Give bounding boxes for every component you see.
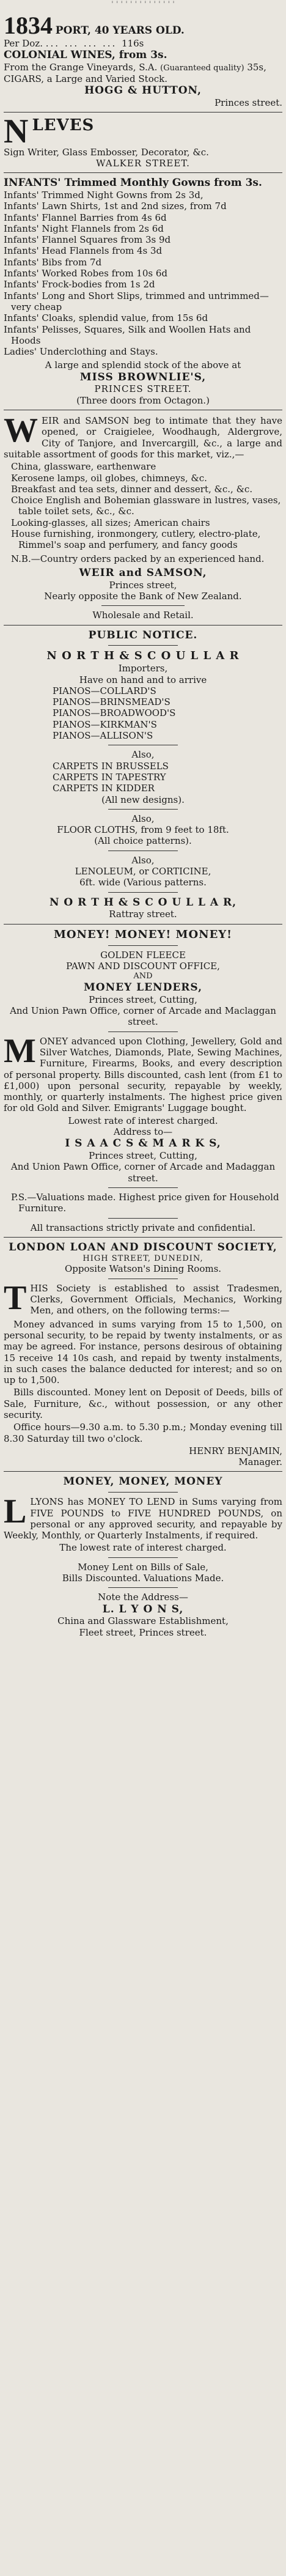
lyons-bills-2: Bills Discounted. Valuations Made. bbox=[62, 1573, 224, 1584]
lyons-banner: MONEY, MONEY, MONEY bbox=[63, 1475, 223, 1488]
fleece-confidential: All transactions strictly private and confidential. bbox=[30, 1222, 256, 1233]
weir-nb: N.B.—Country orders packed by an experienced hand. bbox=[11, 553, 265, 564]
weir-body: EIR and SAMSON beg to intimate that they have opened, or Craigielee, Woodhaugh, Aldergrove, City of Tanjore, and Invercargill, &c., a large and suitable assortment of goods for this market, viz.,— bbox=[4, 415, 282, 460]
leves-street: WALKER STREET. bbox=[96, 157, 190, 169]
lyons-bills: Money Lent on Bills of Sale, bbox=[78, 1561, 208, 1573]
weir-trade: Wholesale and Retail. bbox=[92, 610, 194, 621]
isaacs-marks-firm: I S A A C S & M A R K S, bbox=[65, 1137, 221, 1150]
leves-name: LEVES bbox=[32, 116, 95, 135]
lyons-note: Note the Address— bbox=[98, 1592, 188, 1603]
ad-isaacs-marks bbox=[4, 924, 282, 1238]
infants-item: Ladies' Underclothing and Stays. bbox=[4, 346, 158, 358]
ad-hogg-hutton: 1834 PORT, 40 YEARS OLD. Per Doz. ... ... ... ... 116s COLONIAL WINES, from 3s. From the Grange Vineyards, S.A. (Guaranteed quality) 35s, CIGARS, a Large and Varied Stock. HOGG & HUTTON, Princes street. bbox=[4, 10, 282, 113]
leves-trade: Sign Writer, Glass Embosser, Decorator, &c. bbox=[4, 146, 209, 158]
weir-firm: WEIR and SAMSON, bbox=[79, 566, 207, 579]
new-designs: (All new designs). bbox=[101, 794, 185, 805]
north-street: Rattray street. bbox=[109, 909, 177, 920]
hogg-hutton-street: Princes street. bbox=[215, 97, 282, 108]
weir-item: Kerosene lamps, oil globes, chimneys, &c. bbox=[11, 472, 207, 484]
weir-item: Breakfast and tea sets, dinner and dessert, &c., &c. bbox=[11, 483, 253, 495]
weir-item: Looking-glasses, all sizes; American chairs bbox=[11, 517, 210, 528]
fleece-initial: M bbox=[4, 1032, 36, 1070]
brownlie-note: (Three doors from Octagon.) bbox=[76, 394, 210, 406]
ad-weir-samson bbox=[4, 410, 282, 625]
lyons-china: China and Glassware Establishment, bbox=[57, 1615, 229, 1627]
grange-line: From the Grange Vineyards, S.A. bbox=[4, 61, 158, 73]
infants-item: Infants' Lawn Shirts, 1st and 2nd sizes, from 7d bbox=[4, 201, 227, 212]
infants-list bbox=[4, 190, 282, 357]
also-label: Also, bbox=[131, 749, 155, 761]
north-firm: N O R T H & S C O U L L A R, bbox=[49, 896, 237, 909]
ad-north-scoullar bbox=[4, 626, 282, 924]
public-notice: PUBLIC NOTICE. bbox=[88, 629, 198, 641]
infants-headline: INFANTS' Trimmed Monthly Gowns from 3s. bbox=[4, 177, 262, 190]
carpet-item: CARPETS IN KIDDER bbox=[53, 783, 155, 794]
also-label: Also, bbox=[131, 854, 155, 866]
infants-item: Infants' Bibs from 7d bbox=[4, 256, 102, 268]
weir-item: House furnishing, ironmongery, cutlery, electro-plate, Rimmel's soap and perfumery, and fancy goods bbox=[11, 528, 261, 551]
fleece-address: Princes street, Cutting, bbox=[89, 994, 197, 1005]
ad-lyons bbox=[4, 1472, 282, 1641]
carpet-item: CARPETS IN TAPESTRY bbox=[53, 771, 166, 783]
infants-item: Infants' Head Flannels from 4s 3d bbox=[4, 245, 163, 257]
carpet-item: CARPETS IN BRUSSELS bbox=[53, 760, 169, 772]
piano-item: PIANOS—COLLARD'S bbox=[53, 685, 156, 696]
weir-initial: W bbox=[4, 411, 38, 450]
golden-fleece: GOLDEN FLEECE bbox=[100, 949, 186, 961]
fleece-address-to: Address to— bbox=[113, 1126, 173, 1138]
piano-item: PIANOS—BRINSMEAD'S bbox=[53, 696, 170, 708]
piano-item: PIANOS—KIRKMAN'S bbox=[53, 718, 157, 730]
ad-london-loan bbox=[4, 1238, 282, 1472]
grange-price: 35s, bbox=[247, 61, 266, 73]
lyons-street: Fleet street, Princes street. bbox=[79, 1626, 207, 1638]
cigars-line: CIGARS, a Large and Varied Stock. bbox=[4, 73, 168, 84]
per-doz-price: 116s bbox=[122, 37, 144, 49]
ad-leves bbox=[4, 113, 282, 173]
infants-item: Infants' Trimmed Night Gowns from 2s 3d, bbox=[4, 190, 204, 201]
isaacs-marks-address: Princes street, Cutting, bbox=[89, 1150, 197, 1162]
lyons-body: LYONS has MONEY TO LEND in Sums varying from FIVE POUNDS to FIVE HUNDRED POUNDS, on personal or any approved security, and repayable by Weekly, Monthly, or Quarterly Instalments, if required. bbox=[4, 1496, 282, 1541]
lyons-lowest: The lowest rate of interest charged. bbox=[59, 1542, 227, 1554]
brownlie-shop: MISS BROWNLIE'S, bbox=[79, 371, 207, 383]
lenoleum: LENOLEUM, or CORTICINE, bbox=[75, 866, 211, 877]
floor-cloths: FLOOR CLOTHS, from 9 feet to 18ft. bbox=[57, 824, 229, 836]
fleece-body: ONEY advanced upon Clothing, Jewellery, Gold and Silver Watches, Diamonds, Plate, Sewing Machines, Furniture, Firearms, Books, and every description of personal property. Bills discounted, cash lent (from £1 to £1,000) upon personal security, repayable by weekly, monthly, or quarterly instalments. The highest price given for old Gold and Silver. Emigrants' Luggage bought. bbox=[4, 1035, 282, 1114]
piano-item: PIANOS—BROADWOOD'S bbox=[53, 707, 176, 719]
weir-near: Nearly opposite the Bank of New Zealand. bbox=[44, 590, 242, 602]
piano-item: PIANOS—ALLISON'S bbox=[53, 730, 153, 742]
fleece-ps: P.S.—Valuations made. Highest price given for Household Furniture. bbox=[11, 1191, 279, 1214]
year-1834: 1834 bbox=[4, 13, 53, 38]
brownlie-address: PRINCES STREET. bbox=[94, 383, 192, 395]
lenoleum-note: 6ft. wide (Various patterns. bbox=[79, 877, 207, 888]
colonial-line: COLONIAL WINES, from 3s. bbox=[4, 49, 167, 62]
weir-item: China, glassware, earthenware bbox=[11, 461, 156, 473]
north-importers: Importers, bbox=[118, 663, 168, 674]
london-body: HIS Society is established to assist Tradesmen, Clerks, Government Officials, Mechanics, Working Men, and others, on the following terms:— bbox=[30, 1282, 282, 1316]
london-address: HIGH STREET, DUNEDIN, bbox=[82, 1253, 204, 1263]
money-lenders: MONEY LENDERS, bbox=[83, 981, 203, 994]
infants-item: Infants' Long and Short Slips, trimmed and untrimmed—very cheap bbox=[4, 290, 269, 312]
carpets-list bbox=[4, 761, 282, 794]
london-opposite: Opposite Watson's Dining Rooms. bbox=[64, 1263, 222, 1275]
london-initial: T bbox=[4, 1279, 27, 1317]
infants-item: Infants' Night Flannels from 2s 6d bbox=[4, 223, 164, 234]
weir-street: Princes street, bbox=[109, 579, 177, 591]
pianos-list bbox=[4, 685, 282, 741]
london-title: LONDON LOAN AND DISCOUNT SOCIETY, bbox=[9, 1241, 277, 1253]
lyons-initial: L bbox=[4, 1493, 27, 1531]
grange-note: (Guaranteed quality) bbox=[160, 63, 244, 73]
infants-item: Infants' Frock-bodies from 1s 2d bbox=[4, 279, 155, 290]
fleece-lowest: Lowest rate of interest charged. bbox=[68, 1115, 218, 1126]
infants-item: Infants' Pelisses, Squares, Silk and Woollen Hats and Hoods bbox=[4, 323, 251, 346]
fleece-union: And Union Pawn Office, corner of Arcade and Maclaggan street. bbox=[10, 1005, 276, 1028]
lyons-name: L. L Y O N S, bbox=[102, 1603, 184, 1615]
hogg-hutton-name: HOGG & HUTTON, bbox=[84, 84, 202, 97]
north-have: Have on hand and to arrive bbox=[79, 674, 207, 685]
brownlie-closing: A large and splendid stock of the above at bbox=[45, 360, 241, 371]
north-heading: N O R T H & S C O U L L A R bbox=[46, 649, 240, 663]
weir-list bbox=[4, 461, 282, 550]
infants-item: Infants' Flannel Squares from 3s 9d bbox=[4, 234, 171, 246]
london-hours: Office hours—9.30 a.m. to 5.30 p.m.; Monday evening till 8.30 Saturday till two o'clock. bbox=[4, 1422, 282, 1444]
also-label: Also, bbox=[131, 813, 155, 824]
per-doz-label: Per Doz. bbox=[4, 37, 43, 49]
pawn-office: PAWN AND DISCOUNT OFFICE, bbox=[66, 960, 220, 972]
infants-item: Infants' Flannel Barries from 4s 6d bbox=[4, 212, 167, 223]
ad-brownlie bbox=[4, 173, 282, 410]
infants-item: Infants' Worked Robes from 10s 6d bbox=[4, 268, 168, 279]
weir-item: Choice English and Bohemian glassware in lustres, vases, table toilet sets, &c., &c. bbox=[11, 495, 281, 517]
and-label: AND bbox=[133, 972, 153, 981]
money-banner: MONEY! MONEY! MONEY! bbox=[53, 928, 233, 941]
masthead-fragment: ' ' ' ' ' ' ' ' ' ' ' ' ' ' bbox=[111, 0, 175, 9]
port-title: PORT, 40 YEARS OLD. bbox=[55, 24, 185, 37]
london-role: Manager. bbox=[238, 1456, 282, 1468]
london-bills: Bills discounted. Money lent on Deposit of Deeds, bills of Sale, Furniture, &c., without possession, or any other security. bbox=[4, 1387, 282, 1420]
london-signature: HENRY BENJAMIN, bbox=[189, 1445, 282, 1456]
leves-initial: N bbox=[4, 116, 29, 147]
floor-note: (All choice patterns). bbox=[94, 835, 192, 847]
london-terms: Money advanced in sums varying from 15 to 1,500, on personal security, to be repaid by twenty instalments, or as may be agreed. For instance, persons desirous of obtaining 15 receive 14 10s cash, and repaid by twenty instalments, in such cases the balance deducted for interest; and so on up to 1,500. bbox=[4, 1318, 282, 1386]
infants-item: Infants' Cloaks, splendid value, from 15s 6d bbox=[4, 312, 208, 324]
isaacs-marks-union: And Union Pawn Office, corner of Arcade and Madaggan street. bbox=[10, 1161, 276, 1184]
